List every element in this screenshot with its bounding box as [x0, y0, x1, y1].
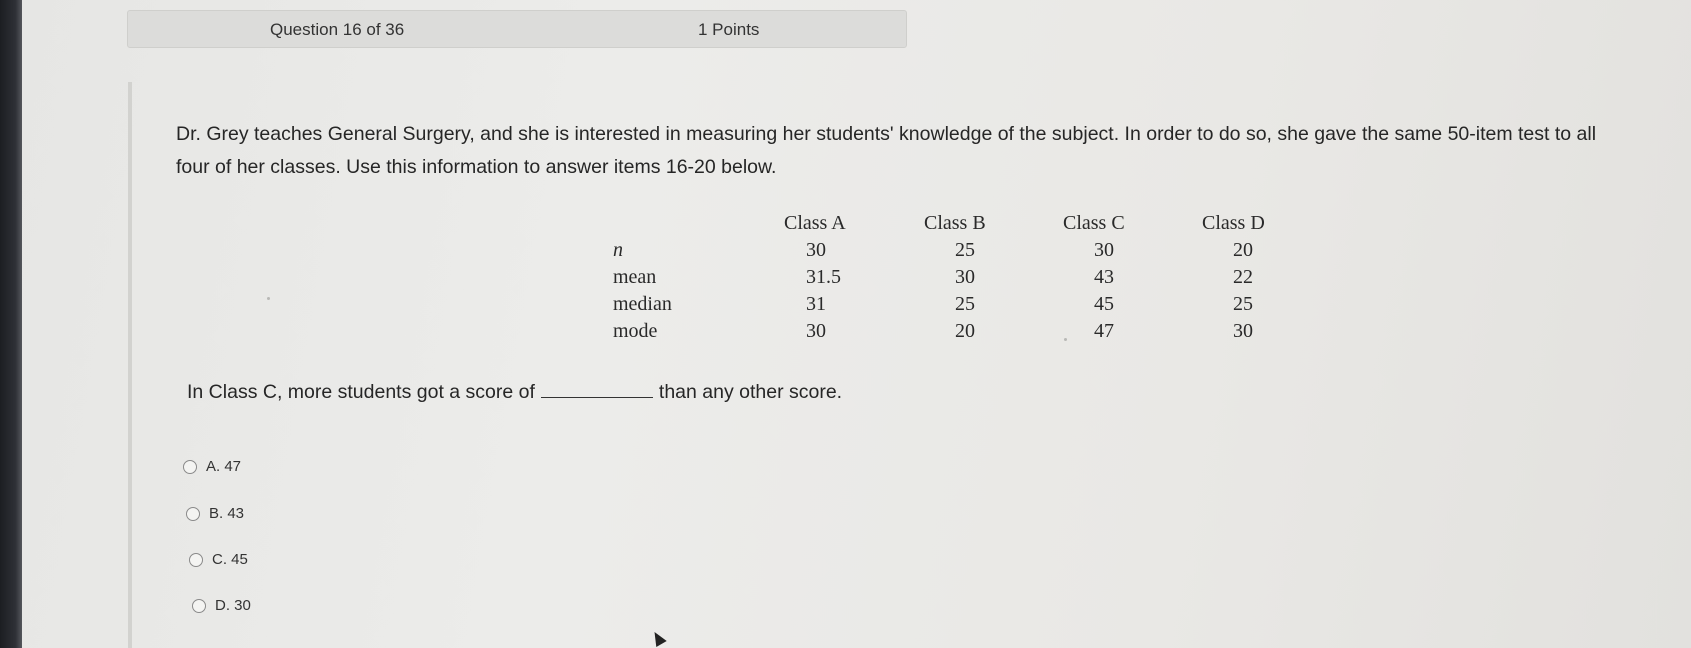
screen-speck — [1064, 338, 1067, 341]
row-label: mode — [613, 320, 658, 342]
table-row — [608, 318, 1292, 345]
row-label: n — [613, 239, 623, 261]
table-cell: 20 — [955, 320, 975, 342]
row-label: mean — [613, 266, 657, 288]
option-d[interactable] — [192, 597, 251, 614]
question-points: 1 Points — [698, 20, 760, 39]
table-header-row — [608, 210, 1292, 237]
question-stem-end: than any other score. — [658, 381, 843, 403]
answer-blank — [541, 379, 653, 398]
screen-bezel — [0, 0, 22, 648]
table-row — [608, 264, 1292, 291]
option-label: D. 30 — [215, 597, 251, 614]
option-label: C. 45 — [212, 551, 248, 568]
question-header — [127, 10, 907, 48]
table-cell: 30 — [955, 266, 975, 288]
option-a[interactable] — [183, 458, 241, 475]
table-row — [608, 237, 1292, 264]
table-cell: 31 — [806, 293, 826, 315]
table-cell: 43 — [1094, 266, 1114, 288]
question-prompt: Dr. Grey teaches General Surgery, and she is interested in measuring her students' knowledge of the subject. In order to do so, she gave the same 50-item test to all four of her classes. Use this information to answer items 16-20 below. — [176, 123, 1597, 178]
screen-speck — [267, 297, 270, 300]
table-cell: 45 — [1094, 293, 1114, 315]
table-cell: 30 — [806, 239, 826, 261]
radio-icon[interactable] — [186, 507, 200, 521]
table-row — [608, 291, 1292, 318]
radio-icon[interactable] — [189, 553, 203, 567]
radio-icon[interactable] — [192, 599, 206, 613]
table-cell: 30 — [806, 320, 826, 342]
column-header: Class D — [1202, 212, 1265, 234]
column-header: Class C — [1063, 212, 1125, 234]
class-statistics-table — [608, 210, 1292, 345]
row-label: median — [613, 293, 672, 315]
table-cell: 30 — [1094, 239, 1114, 261]
question-stem-start: In Class C, more students got a score of — [187, 381, 535, 403]
option-label: A. 47 — [206, 458, 242, 475]
table-corner — [608, 210, 696, 237]
option-c[interactable] — [189, 551, 248, 568]
table-cell: 25 — [955, 293, 975, 315]
column-header: Class A — [784, 212, 846, 234]
column-header: Class B — [924, 212, 986, 234]
option-b[interactable] — [186, 505, 244, 522]
table-cell: 20 — [1233, 239, 1253, 261]
question-stem — [187, 379, 842, 404]
table-cell: 47 — [1094, 320, 1114, 342]
table-cell: 25 — [955, 239, 975, 261]
option-label: B. 43 — [209, 505, 245, 522]
table-cell: 25 — [1233, 293, 1253, 315]
question-number: Question 16 of 36 — [270, 20, 405, 39]
table-cell: 31.5 — [806, 266, 841, 288]
radio-icon[interactable] — [183, 460, 197, 474]
table-cell: 30 — [1233, 320, 1253, 342]
table-cell: 22 — [1233, 266, 1253, 288]
